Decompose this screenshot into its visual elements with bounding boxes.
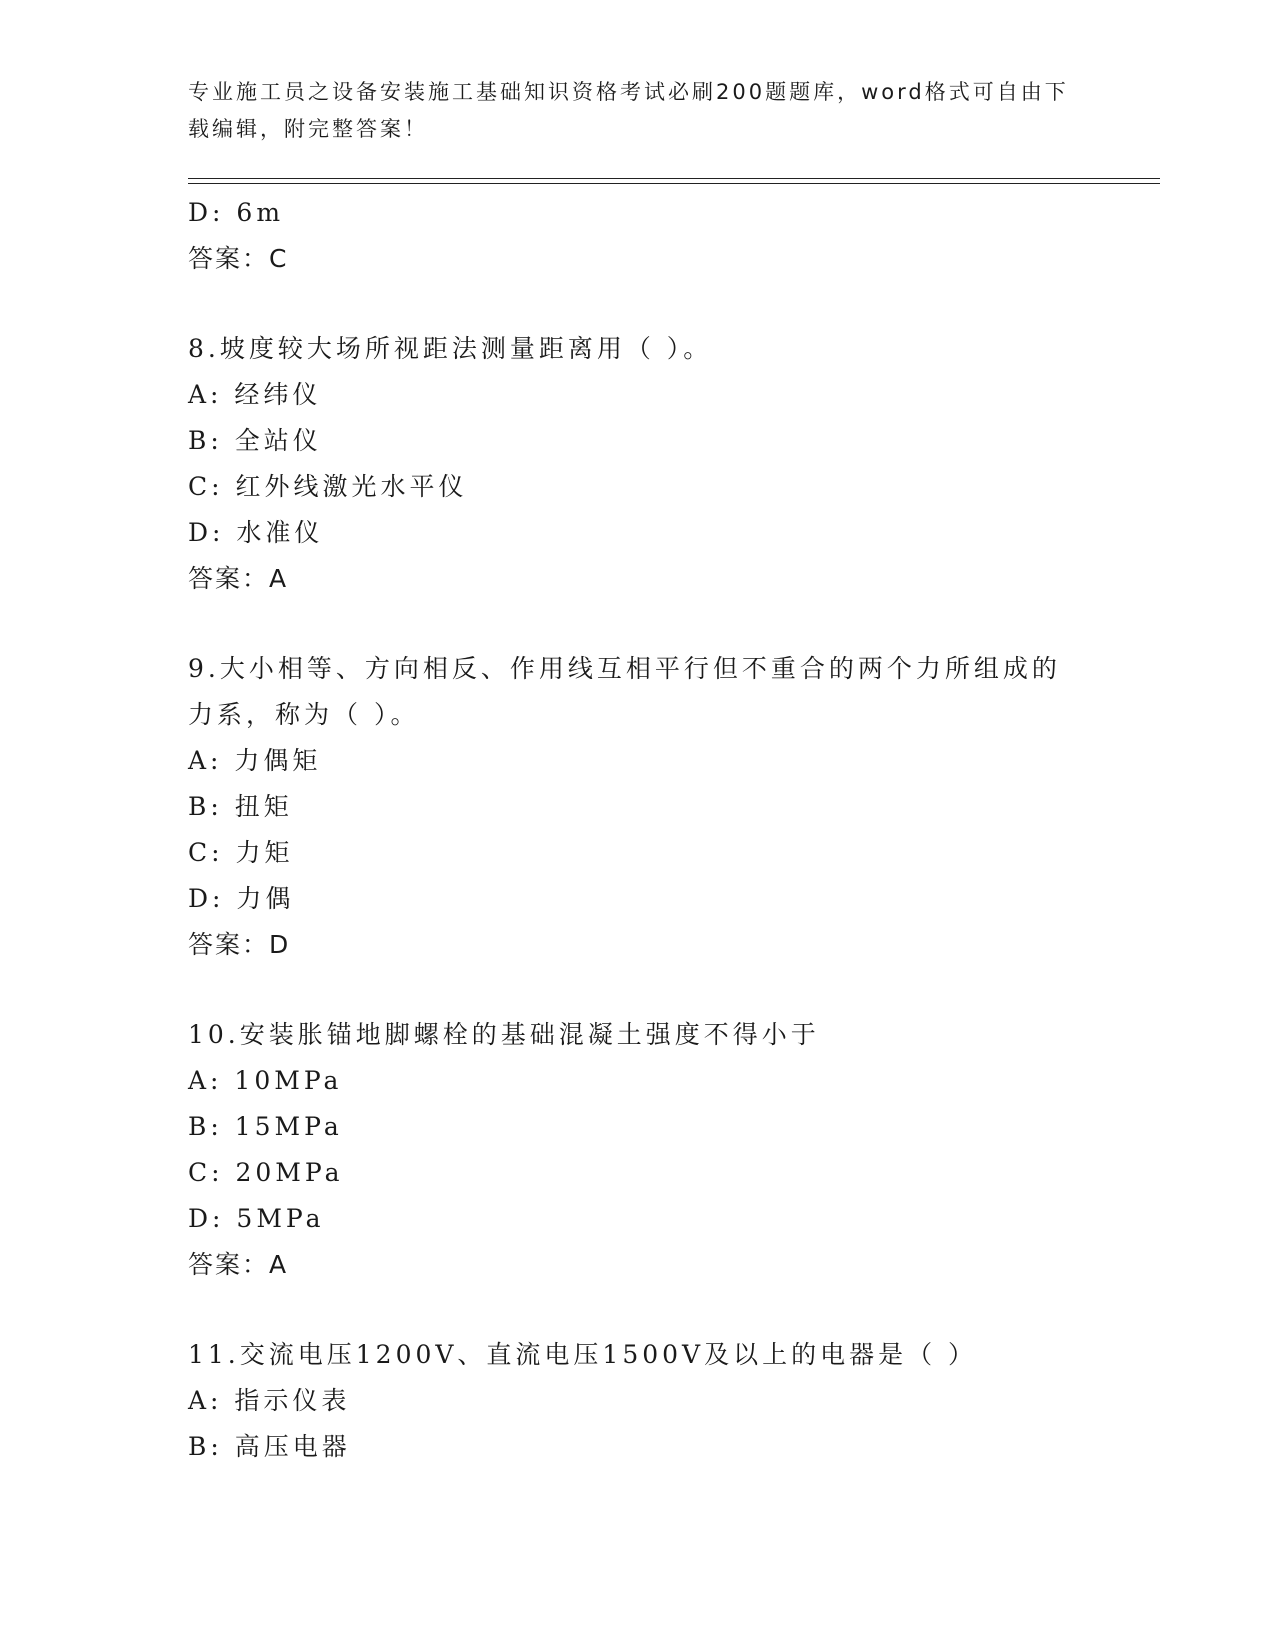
question-10: [188, 1012, 1108, 1288]
question-stem: 9.大小相等、方向相反、作用线互相平行但不重合的两个力所组成的: [188, 654, 1061, 683]
option-a: A: 经纬仪: [188, 380, 322, 409]
answer-line: 答案：A: [188, 564, 289, 593]
question-stem: 11.交流电压1200V、直流电压1500V及以上的电器是（ ）: [188, 1340, 978, 1369]
header-divider-bottom: [188, 183, 1160, 184]
answer-line: 答案：C: [188, 244, 289, 273]
question-list: [188, 190, 1108, 1470]
option-b: B: 全站仪: [188, 426, 322, 455]
spacer: [188, 282, 1108, 326]
option-b: B: 扭矩: [188, 792, 293, 821]
question-stem: 10.安装胀锚地脚螺栓的基础混凝土强度不得小于: [188, 1020, 820, 1049]
option-d: D: 水准仪: [188, 518, 324, 547]
question-stem: 8.坡度较大场所视距法测量距离用（ ）。: [188, 334, 713, 363]
question-8: [188, 326, 1108, 602]
option-c: C: 红外线激光水平仪: [188, 472, 468, 501]
spacer: [188, 602, 1108, 646]
option-a: A: 指示仪表: [188, 1386, 351, 1415]
spacer: [188, 1288, 1108, 1332]
document-header: [188, 74, 1078, 148]
question-9: [188, 646, 1108, 968]
question-11: [188, 1332, 1108, 1470]
option-a: A: 力偶矩: [188, 746, 322, 775]
question-stem-continued: 力系，称为（ ）。: [188, 700, 420, 729]
option-c: C: 力矩: [188, 838, 294, 867]
spacer: [188, 968, 1108, 1012]
header-divider-top: [188, 178, 1160, 179]
answer-line: 答案：D: [188, 930, 291, 959]
option-d: D: 力偶: [188, 884, 295, 913]
option-a: A: 10MPa: [188, 1066, 343, 1095]
option-b: B: 高压电器: [188, 1432, 351, 1461]
option-b: B: 15MPa: [188, 1112, 343, 1141]
option-d: D: 6m: [188, 198, 285, 227]
answer-line: 答案：A: [188, 1250, 289, 1279]
option-d: D: 5MPa: [188, 1204, 325, 1233]
option-c: C: 20MPa: [188, 1158, 344, 1187]
header-title: 专业施工员之设备安装施工基础知识资格考试必刷200题题库，word格式可自由下载编辑，附完整答案！: [188, 80, 1069, 141]
